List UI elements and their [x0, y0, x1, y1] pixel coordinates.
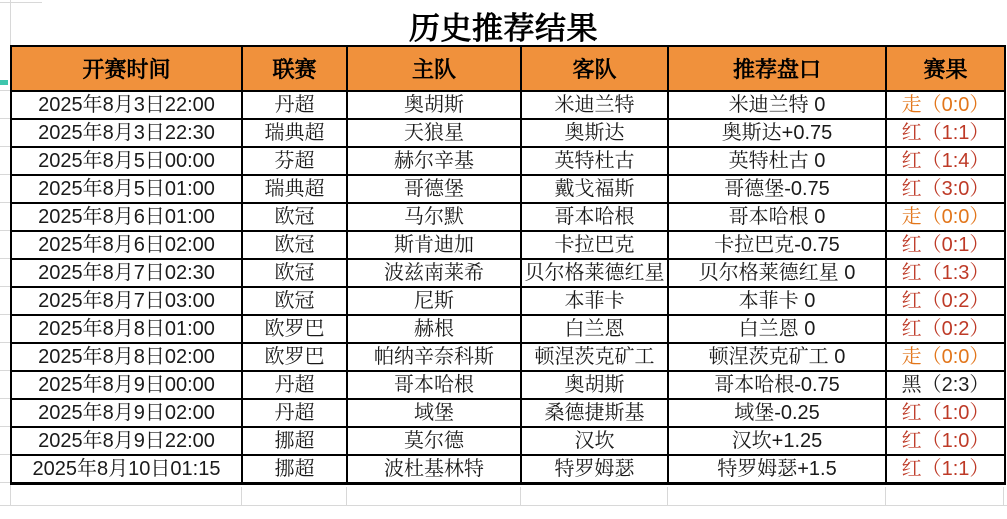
cell-league[interactable]: 欧罗巴: [242, 343, 347, 371]
cell-away-team[interactable]: 奥斯达: [521, 119, 668, 147]
table-body: [11, 91, 1005, 483]
cell-recommended-handicap[interactable]: 奥斯达+0.75: [668, 119, 886, 147]
table-row: [11, 203, 1005, 231]
cell-result[interactable]: 红（1:0）: [886, 427, 1005, 455]
cell-result[interactable]: 红（0:2）: [886, 287, 1005, 315]
cell-recommended-handicap[interactable]: 英特杜古 0: [668, 147, 886, 175]
cell-kickoff-time[interactable]: 2025年8月7日03:00: [11, 287, 242, 315]
cell-away-team[interactable]: 奥胡斯: [521, 371, 668, 399]
cell-away-team[interactable]: 白兰恩: [521, 315, 668, 343]
cell-away-team[interactable]: 特罗姆瑟: [521, 455, 668, 483]
cell-kickoff-time[interactable]: 2025年8月6日02:00: [11, 231, 242, 259]
cell-league[interactable]: 欧冠: [242, 287, 347, 315]
column-header-home-team[interactable]: 主队: [347, 46, 521, 91]
cell-league[interactable]: 欧罗巴: [242, 315, 347, 343]
table-row: [11, 399, 1005, 427]
table-row: [11, 119, 1005, 147]
cell-home-team[interactable]: 斯肯迪加: [347, 231, 521, 259]
cell-league[interactable]: 瑞典超: [242, 175, 347, 203]
cell-recommended-handicap[interactable]: 贝尔格莱德红星 0: [668, 259, 886, 287]
cell-recommended-handicap[interactable]: 汉坎+1.25: [668, 427, 886, 455]
cell-away-team[interactable]: 卡拉巴克: [521, 231, 668, 259]
table-row: [11, 259, 1005, 287]
table-row: [11, 371, 1005, 399]
table-row: [11, 147, 1005, 175]
table-row: [11, 427, 1005, 455]
cell-recommended-handicap[interactable]: 特罗姆瑟+1.5: [668, 455, 886, 483]
table-row: [11, 91, 1005, 119]
column-header-recommended-handicap[interactable]: 推荐盘口: [668, 46, 886, 91]
cell-league[interactable]: 芬超: [242, 147, 347, 175]
cell-kickoff-time[interactable]: 2025年8月9日02:00: [11, 399, 242, 427]
cell-home-team[interactable]: 波兹南莱希: [347, 259, 521, 287]
column-header-kickoff-time[interactable]: 开赛时间: [11, 46, 242, 91]
cell-result[interactable]: 黑（2:3）: [886, 371, 1005, 399]
cell-result[interactable]: 红（1:1）: [886, 455, 1005, 483]
results-table: [10, 45, 1006, 485]
cell-away-team[interactable]: 米迪兰特: [521, 91, 668, 119]
cell-recommended-handicap[interactable]: 本菲卡 0: [668, 287, 886, 315]
page-title: 历史推荐结果: [409, 11, 598, 46]
cell-kickoff-time[interactable]: 2025年8月9日22:00: [11, 427, 242, 455]
cell-kickoff-time[interactable]: 2025年8月10日01:15: [11, 455, 242, 483]
cell-result[interactable]: 红（0:2）: [886, 315, 1005, 343]
cell-recommended-handicap[interactable]: 域堡-0.25: [668, 399, 886, 427]
cell-home-team[interactable]: 马尔默: [347, 203, 521, 231]
cell-recommended-handicap[interactable]: 哥本哈根-0.75: [668, 371, 886, 399]
cell-league[interactable]: 丹超: [242, 399, 347, 427]
cell-recommended-handicap[interactable]: 顿涅茨克矿工 0: [668, 343, 886, 371]
cell-kickoff-time[interactable]: 2025年8月6日01:00: [11, 203, 242, 231]
cell-recommended-handicap[interactable]: 哥德堡-0.75: [668, 175, 886, 203]
cell-kickoff-time[interactable]: 2025年8月5日01:00: [11, 175, 242, 203]
cell-home-team[interactable]: 赫根: [347, 315, 521, 343]
cell-league[interactable]: 欧冠: [242, 231, 347, 259]
cell-league[interactable]: 挪超: [242, 427, 347, 455]
cell-away-team[interactable]: 贝尔格莱德红星: [521, 259, 668, 287]
cell-home-team[interactable]: 天狼星: [347, 119, 521, 147]
freeze-pane-marker-icon: [0, 80, 8, 85]
cell-league[interactable]: 丹超: [242, 91, 347, 119]
cell-away-team[interactable]: 本菲卡: [521, 287, 668, 315]
cell-result[interactable]: 红（1:1）: [886, 119, 1005, 147]
cell-home-team[interactable]: 哥德堡: [347, 175, 521, 203]
cell-league[interactable]: 瑞典超: [242, 119, 347, 147]
cell-home-team[interactable]: 哥本哈根: [347, 371, 521, 399]
cell-kickoff-time[interactable]: 2025年8月3日22:30: [11, 119, 242, 147]
cell-kickoff-time[interactable]: 2025年8月7日02:30: [11, 259, 242, 287]
cell-kickoff-time[interactable]: 2025年8月8日01:00: [11, 315, 242, 343]
cell-recommended-handicap[interactable]: 卡拉巴克-0.75: [668, 231, 886, 259]
cell-recommended-handicap[interactable]: 哥本哈根 0: [668, 203, 886, 231]
cell-result[interactable]: 走（0:0）: [886, 91, 1005, 119]
cell-away-team[interactable]: 戴戈福斯: [521, 175, 668, 203]
header-row: [11, 46, 1005, 91]
cell-kickoff-time[interactable]: 2025年8月8日02:00: [11, 343, 242, 371]
cell-away-team[interactable]: 英特杜古: [521, 147, 668, 175]
cell-result[interactable]: 走（0:0）: [886, 343, 1005, 371]
cell-kickoff-time[interactable]: 2025年8月5日00:00: [11, 147, 242, 175]
table-row: [11, 175, 1005, 203]
cell-kickoff-time[interactable]: 2025年8月3日22:00: [11, 91, 242, 119]
column-header-league[interactable]: 联赛: [242, 46, 347, 91]
cell-away-team[interactable]: 哥本哈根: [521, 203, 668, 231]
cell-result[interactable]: 红（1:3）: [886, 259, 1005, 287]
table-row: [11, 455, 1005, 483]
cell-kickoff-time[interactable]: 2025年8月9日00:00: [11, 371, 242, 399]
table-row: [11, 287, 1005, 315]
cell-home-team[interactable]: 奥胡斯: [347, 91, 521, 119]
cell-league[interactable]: 挪超: [242, 455, 347, 483]
cell-recommended-handicap[interactable]: 白兰恩 0: [668, 315, 886, 343]
table-row: [11, 231, 1005, 259]
cell-result[interactable]: 走（0:0）: [886, 203, 1005, 231]
column-header-result[interactable]: 赛果: [886, 46, 1005, 91]
cell-home-team[interactable]: 域堡: [347, 399, 521, 427]
cell-recommended-handicap[interactable]: 米迪兰特 0: [668, 91, 886, 119]
cell-home-team[interactable]: 莫尔德: [347, 427, 521, 455]
cell-league[interactable]: 欧冠: [242, 203, 347, 231]
column-header-away-team[interactable]: 客队: [521, 46, 668, 91]
cell-league[interactable]: 欧冠: [242, 259, 347, 287]
cell-home-team[interactable]: 帕纳辛奈科斯: [347, 343, 521, 371]
cell-league[interactable]: 丹超: [242, 371, 347, 399]
cell-home-team[interactable]: 尼斯: [347, 287, 521, 315]
cell-away-team[interactable]: 顿涅茨克矿工: [521, 343, 668, 371]
cell-away-team[interactable]: 桑德捷斯基: [521, 399, 668, 427]
cell-home-team[interactable]: 波杜基林特: [347, 455, 521, 483]
table-row: [11, 315, 1005, 343]
table-row: [11, 343, 1005, 371]
cell-result[interactable]: 红（1:0）: [886, 399, 1005, 427]
cell-home-team[interactable]: 赫尔辛基: [347, 147, 521, 175]
cell-result[interactable]: 红（3:0）: [886, 175, 1005, 203]
cell-away-team[interactable]: 汉坎: [521, 427, 668, 455]
cell-result[interactable]: 红（1:4）: [886, 147, 1005, 175]
cell-result[interactable]: 红（0:1）: [886, 231, 1005, 259]
